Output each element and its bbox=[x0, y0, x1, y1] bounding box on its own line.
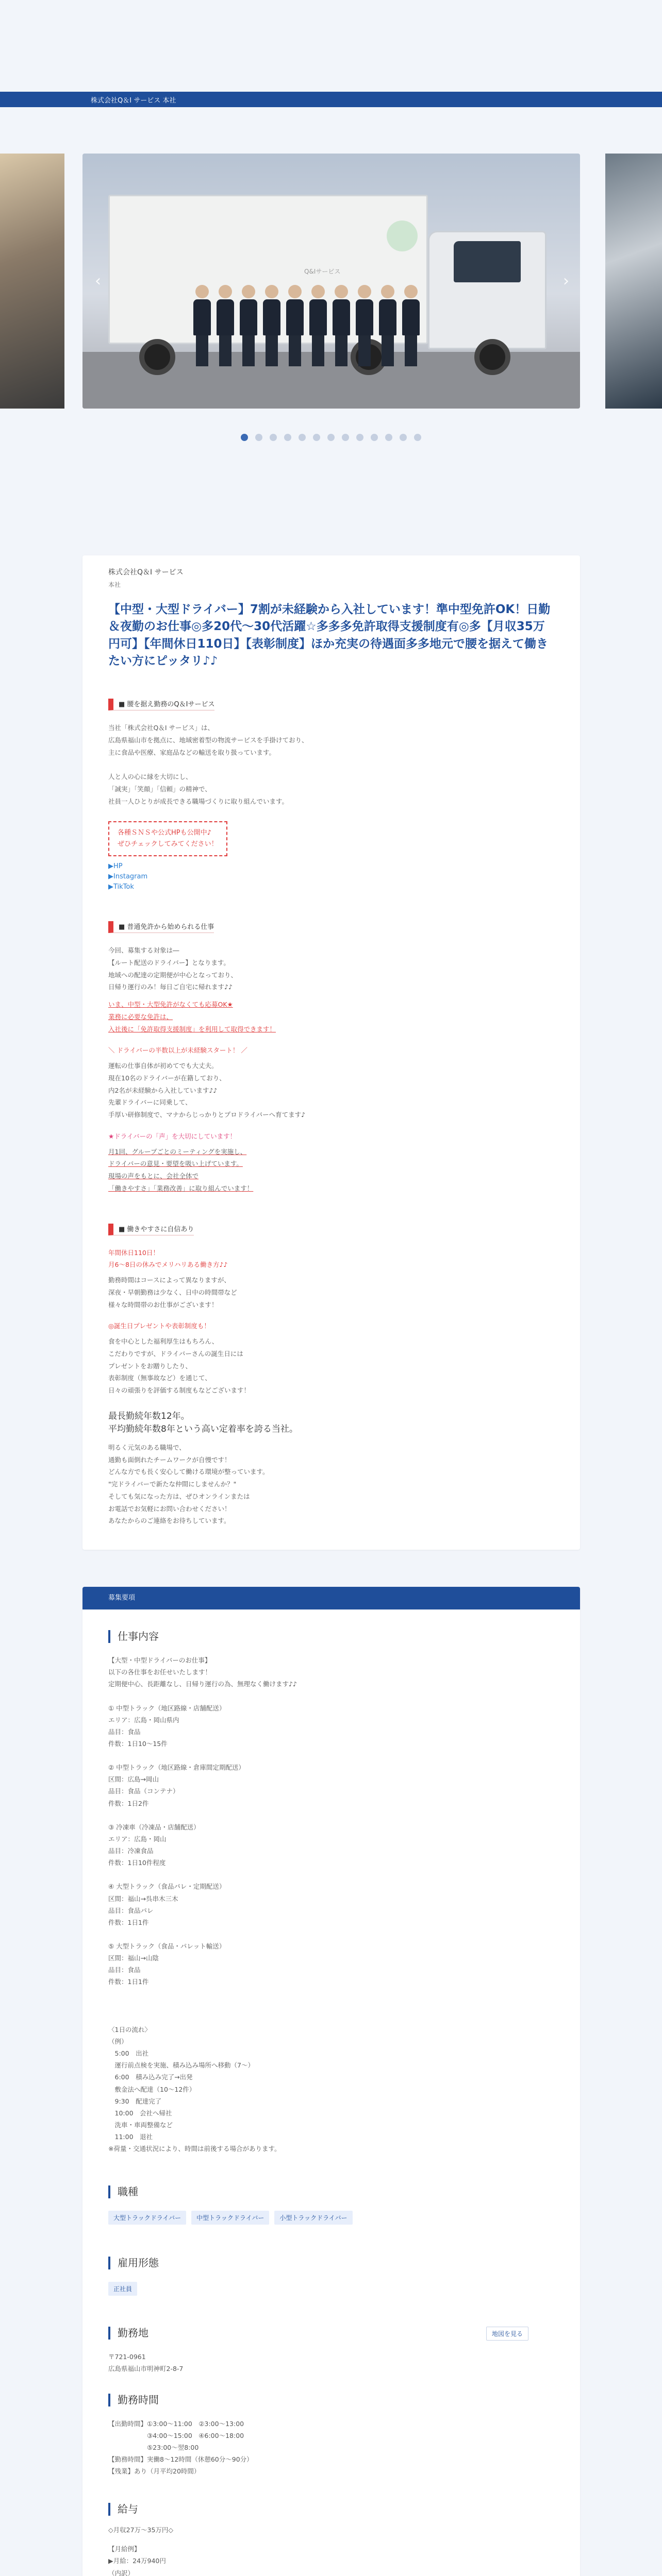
recruitment-details-card bbox=[82, 1587, 580, 2576]
sns-callout: 各種ＳＮＳや公式HPも公開中♪ ぜひチェックしてみてください！ bbox=[108, 821, 227, 856]
job-headline: 【中型・大型ドライバー】7割が未経験から入社しています！準中型免許OK！日勤＆夜勤のお仕事◎多20代〜30代活躍☆多多多免許取得支援制度有◎多【月収35万円可】【年間休日110日】【表彰制度】ほか充実の待遇面多多地元で腰を据えて働きたい方にピッタリ♪♪ bbox=[108, 603, 551, 668]
view-map-button[interactable]: 地図を見る bbox=[486, 2327, 528, 2341]
truck-wheel bbox=[139, 339, 175, 375]
section-heading: ■ 普通免許から始められる仕事 bbox=[108, 921, 214, 933]
header-company-name: 株式会社Q＆I サービス 本社 bbox=[91, 96, 176, 105]
section-heading: ■ 腰を据え勤務のQ＆Iサービス bbox=[108, 699, 214, 710]
work-location-address: 〒721-0961 広島県福山市明神町2-8-7 bbox=[108, 2353, 184, 2373]
section-text: 運転の仕事自体が初めてでも大丈夫。 現在10名のドライバーが在籍しており、 内2名が未経験から入社しています♪♪ 先輩ドライバーに同乗して、 手厚い研修制度で、マナからじっかりとプロドライバーへ育てます♪ bbox=[108, 1062, 306, 1119]
carousel-dot[interactable] bbox=[299, 434, 306, 441]
carousel-pagination bbox=[0, 434, 662, 441]
carousel-dot[interactable] bbox=[241, 434, 248, 441]
carousel-dot[interactable] bbox=[327, 434, 335, 441]
section-highlight: 年間休日110日！ 月6〜8日の休みでメリハリある働き方♪♪ bbox=[108, 1248, 228, 1269]
company-name: 株式会社Q＆I サービス bbox=[108, 568, 184, 577]
job-content-text: 【大型・中型ドライバーのお仕事】 以下の各仕事をお任せいたします！ 定期便中心、長距離なし、日帰り運行の為、無理なく働けます♪♪ ① 中型トラック（地区路線・店舗配送） エリア：広島・岡山県内 品目：食品 件数：1日10〜15件 ② 中型トラック（地区路線・倉庫間定期配送） 区間：広島→岡山 品目：食品（コンテナ） 件数：1日2件 ③ 冷凍車（冷凍品・店舗配送） エリア：広島・岡山 品目：冷凍食品 件数：1日10件程度 ④ 大型トラック（食品パレ・定期配送） 区間：福山→呉串木三木 品目：食品パレ 件数：1日1件 ⑤ 大型トラック（食品・パレット輸送） 区間：福山→山陰 品目：食品 件数：1日1件 〈1日の流れ〉 （例） 5:00 出社 運行前点検を実施、積み込み場所へ移動（7〜） 6:00 積み込み完了→出発 敷金法へ配達（10〜12件） 9:30 配達完了 10:00 会社へ帰社 洗車・車両整備など 11:00 退社 ※荷量・交通状況により、時間は前後する場合があります。 bbox=[108, 1656, 297, 2153]
carousel-dot[interactable] bbox=[385, 434, 392, 441]
carousel-prev-slide-preview[interactable] bbox=[0, 154, 64, 409]
staff-person bbox=[402, 285, 420, 367]
company-location: 本社 bbox=[108, 581, 121, 588]
carousel-dot[interactable] bbox=[356, 434, 363, 441]
employment-type-tag: 正社員 bbox=[108, 2282, 137, 2296]
section-text: 食を中心とした福利厚生はもちろん、 こだわりですが、ドライバーさんの誕生日には プレゼントをお贈りしたり、 表彰制度（無事故など）を通じて、 日々の頑張りを評価する制度もなどございます！ bbox=[108, 1337, 251, 1395]
job-type-tag: 大型トラックドライバー bbox=[108, 2211, 186, 2225]
work-location-heading: 勤務地 bbox=[108, 2327, 554, 2340]
section-text: 今回、募集する対象は― 【ルート配送のドライバー】となります。 地域への配達の定期便が中心となっており、 日帰り運行のみ！毎日ご自宅に帰れます♪♪ bbox=[108, 946, 238, 991]
section-text: 勤務時間はコースによって異なりますが、 深夜・早朝勤務は少なく、日中の時間帯など 様々な時間帯のお仕事がございます！ bbox=[108, 1276, 237, 1309]
truck-brand-text: Q&Iサービス bbox=[304, 268, 341, 275]
section-heading: ■ 働きやすさに自信あり bbox=[108, 1224, 194, 1235]
job-content-heading: 仕事内容 bbox=[108, 1630, 554, 1643]
carousel-dot[interactable] bbox=[255, 434, 262, 441]
staff-person bbox=[379, 285, 396, 367]
staff-person bbox=[240, 285, 257, 367]
top-spacer bbox=[0, 0, 662, 92]
company-header-bar bbox=[0, 92, 662, 107]
section-highlight: いま、中型・大型免許がなくても応募OK★ 業務に必要な免許は、 入社後に「免許取得支援制度」を利用して取得できます！ bbox=[108, 1001, 276, 1033]
job-type-heading: 職種 bbox=[108, 2185, 554, 2198]
salary-text: 【月給例】 ▶月給：24万940円 （内訳） bbox=[108, 2545, 166, 2576]
carousel-dot[interactable] bbox=[342, 434, 349, 441]
staff-person bbox=[286, 285, 304, 367]
salary-highlight: ◇月収27万〜35万円◇ bbox=[108, 2526, 174, 2534]
truck-window bbox=[454, 241, 521, 282]
salary-heading: 給与 bbox=[108, 2503, 554, 2516]
carousel-dot[interactable] bbox=[371, 434, 378, 441]
carousel-next-slide-preview[interactable] bbox=[605, 154, 662, 409]
company-logo-on-truck bbox=[387, 221, 418, 251]
working-hours-heading: 勤務時間 bbox=[108, 2394, 554, 2406]
working-hours-text: 【出勤時間】①3:00〜11:00 ②3:00〜13:00 ③4:00〜15:00 ④6:00〜18:00 ⑤23:00〜翌8:00 【勤務時間】実働8〜12時間（休憩60分〜90分） 【残業】あり（月平均20時間） bbox=[108, 2419, 253, 2475]
employment-type-heading: 雇用形態 bbox=[108, 2257, 554, 2269]
job-type-tag: 中型トラックドライバー bbox=[191, 2211, 269, 2225]
closing-text: 明るく元気のある職場で、 通勤も面倒れたチームワークが自慢です！ どんな方でも長く安心して働ける環境が整っています。 "完ドライバーで新たな仲間にしませんか？" そしても気になった方は、ぜひオンラインまたは お電話でお気軽にお問い合わせください！ あなたからのご連絡をお待ちしています。 bbox=[108, 1443, 269, 1525]
section-highlight: ◎誕生日プレゼントや表彰制度も！ bbox=[108, 1322, 210, 1330]
section-highlight: ＼ ドライバーの半数以上が未経験スタート！ ／ bbox=[108, 1046, 247, 1055]
employment-type-tags bbox=[108, 2282, 554, 2296]
staff-person bbox=[193, 285, 211, 367]
carousel-active-slide bbox=[82, 154, 580, 409]
staff-person bbox=[309, 285, 327, 367]
carousel-dot[interactable] bbox=[270, 434, 277, 441]
section-highlight: ★ドライバーの「声」を大切にしています！ bbox=[108, 1132, 237, 1140]
carousel-dot[interactable] bbox=[284, 434, 291, 441]
staff-person bbox=[356, 285, 373, 367]
carousel-prev-arrow-icon[interactable]: ‹ bbox=[95, 272, 101, 290]
staff-person bbox=[263, 285, 280, 367]
section-text: 月1回、グループごとのミーティングを実施し、 ドライバーの意見・要望を吸い上げています。 現場の声をもとに、会社全体で 「働きやすさ」「業務改善」に取り組んでいます！ bbox=[108, 1147, 254, 1192]
section-text: 当社「株式会社Q＆I サービス」は、 広島県福山市を拠点に、地域密着型の物流サービスを手掛けており、 主に食品や医療、家庭品などの輸送を取り扱っています。 人と人の心に縁を大切にし、 「誠実」「笑顔」「信頼」の精神で、 社員一人ひとりが成長できる職場づくりに取り組んでいます。 bbox=[108, 724, 308, 805]
recruitment-header: 募集要項 bbox=[82, 1587, 580, 1609]
carousel-dot[interactable] bbox=[400, 434, 407, 441]
sns-links[interactable]: ▶HP ▶Instagram ▶TikTok bbox=[108, 862, 148, 891]
company-intro-card bbox=[82, 555, 580, 1550]
carousel-next-arrow-icon[interactable]: › bbox=[563, 272, 569, 290]
job-type-tags bbox=[108, 2211, 554, 2225]
work-location-block bbox=[108, 2327, 554, 2375]
carousel-dot[interactable] bbox=[414, 434, 421, 441]
staff-person bbox=[333, 285, 350, 367]
truck-wheel bbox=[474, 339, 510, 375]
image-carousel[interactable] bbox=[0, 133, 662, 427]
job-type-tag: 小型トラックドライバー bbox=[274, 2211, 352, 2225]
retention-statement: 最長勤続年数12年。 平均勤続年数8年という高い定着率を誇る当社。 bbox=[108, 1411, 298, 1435]
carousel-dot[interactable] bbox=[313, 434, 320, 441]
staff-person bbox=[217, 285, 234, 367]
